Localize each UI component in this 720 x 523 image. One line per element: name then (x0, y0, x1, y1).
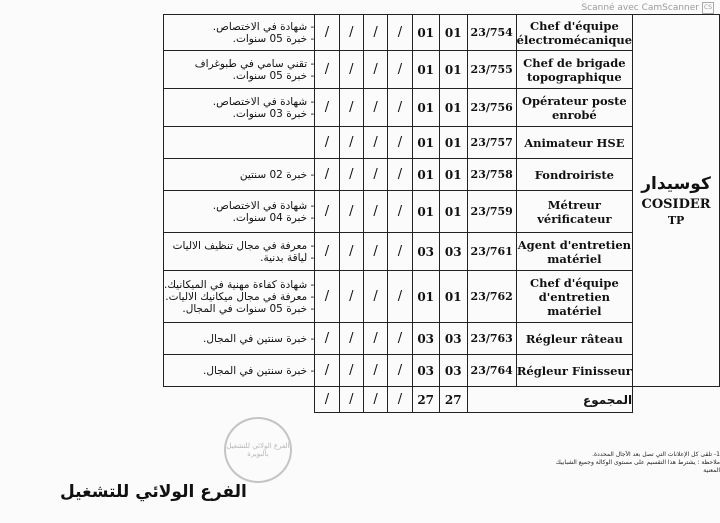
post-title-cell: Fondroiriste (516, 159, 632, 191)
requirement-item: - معرفة في مجال تنظيف الاليات (172, 239, 315, 252)
requirement-item: - خبرة 05 سنوات في المجال. (182, 302, 315, 315)
quantity-cell-1: 03 (439, 355, 467, 387)
quantity-cell-2: 03 (412, 323, 439, 355)
slash-cell: / (388, 15, 412, 51)
slash-cell: / (363, 271, 387, 323)
requirements-cell (164, 355, 315, 387)
post-title-cell: Chef de brigade topographique (516, 51, 632, 89)
post-title-cell: Régleur râteau (516, 323, 632, 355)
slash-cell: / (339, 191, 363, 233)
requirements-cell (164, 233, 315, 271)
slash-cell: / (363, 127, 387, 159)
slash-cell: / (363, 15, 387, 51)
quantity-cell-2: 01 (412, 271, 439, 323)
offer-code-cell: 23/759 (467, 191, 516, 233)
quantity-cell-2: 01 (412, 89, 439, 127)
quantity-cell-2: 01 (412, 127, 439, 159)
requirement-item: - تقني سامي في طبوغراف (194, 57, 315, 70)
slash-cell: / (363, 89, 387, 127)
requirements-cell (164, 127, 315, 159)
total-row (164, 387, 720, 413)
quantity-cell-1: 01 (439, 127, 467, 159)
slash-cell: / (363, 191, 387, 233)
quantity-cell-2: 01 (412, 191, 439, 233)
table-row (164, 15, 720, 51)
total-quantity-1: 27 (439, 387, 467, 413)
offer-code-cell: 23/762 (467, 271, 516, 323)
offer-code-cell: 23/757 (467, 127, 516, 159)
company-cell (633, 15, 720, 387)
company-name-sub: TP (667, 214, 685, 227)
offer-code-cell: 23/764 (467, 355, 516, 387)
slash-cell: / (315, 159, 339, 191)
requirement-item: - خبرة 05 سنوات. (232, 32, 315, 45)
slash-cell: / (339, 127, 363, 159)
slash-cell: / (388, 89, 412, 127)
post-title-cell: Chef d'équipe électromécanique (516, 15, 632, 51)
post-title-cell: Opérateur poste enrobé (516, 89, 632, 127)
post-title-cell: Animateur HSE (516, 127, 632, 159)
slash-cell: / (388, 51, 412, 89)
slash-cell: / (315, 323, 339, 355)
post-title-cell: Régleur Finisseur (516, 355, 632, 387)
slash-cell: / (363, 51, 387, 89)
company-name-latin: COSIDER (641, 197, 711, 212)
slash-cell: / (315, 355, 339, 387)
slash-cell: / (339, 233, 363, 271)
slash-cell: / (315, 51, 339, 89)
slash-cell: / (388, 323, 412, 355)
slash-cell: / (339, 355, 363, 387)
slash-cell: / (388, 233, 412, 271)
quantity-cell-1: 01 (439, 271, 467, 323)
slash-cell: / (388, 355, 412, 387)
requirements-cell (164, 159, 315, 191)
slash-cell: / (363, 159, 387, 191)
requirement-item: - شهادة في الاختصاص. (212, 199, 315, 212)
quantity-cell-2: 01 (412, 51, 439, 89)
slash-cell: / (315, 191, 339, 233)
official-seal: الفرع الولائي للتشغيل بالبويرة (224, 417, 292, 483)
slash-cell: / (339, 15, 363, 51)
total-quantity-2: 27 (412, 387, 439, 413)
camscanner-watermark: Scanné avec CamScanner CS (581, 3, 712, 13)
quantity-cell-1: 03 (439, 233, 467, 271)
requirement-item: - شهادة كفاءة مهنية في الميكانيك. (164, 278, 315, 291)
requirement-item: - خبرة 03 سنوات. (232, 107, 315, 120)
slash-cell: / (339, 271, 363, 323)
requirements-cell (164, 89, 315, 127)
post-title-cell: Chef d'équipe d'entretien matériel (516, 271, 632, 323)
slash-cell: / (388, 127, 412, 159)
footnotes (545, 451, 720, 475)
slash-cell: / (315, 15, 339, 51)
offer-code-cell: 23/763 (467, 323, 516, 355)
requirement-item: - خبرة سنتين في المجال. (202, 332, 315, 345)
total-blank-cell (164, 387, 315, 413)
slash-cell: / (339, 51, 363, 89)
slash-cell: / (363, 233, 387, 271)
requirement-item: - شهادة في الاختصاص. (212, 95, 315, 108)
slash-cell: / (339, 89, 363, 127)
camscanner-logo-icon: CS (702, 2, 714, 14)
slash-cell: / (339, 387, 363, 413)
slash-cell: / (315, 387, 339, 413)
requirement-item: - خبرة 02 سنتين (239, 168, 315, 181)
slash-cell: / (388, 191, 412, 233)
offer-code-cell: 23/754 (467, 15, 516, 51)
requirement-item: - خبرة 04 سنوات. (232, 211, 315, 224)
total-blank-end (633, 387, 720, 413)
quantity-cell-2: 01 (412, 15, 439, 51)
slash-cell: / (388, 387, 412, 413)
quantity-cell-2: 01 (412, 159, 439, 191)
slash-cell: / (363, 355, 387, 387)
quantity-cell-1: 03 (439, 323, 467, 355)
offer-code-cell: 23/755 (467, 51, 516, 89)
footnote-2: ملاحظة : يشترط هذا التقسيم على مستوى الوكالة وجميع الشبابيك المعنية (555, 459, 720, 474)
post-title-cell: Métreur vérificateur (516, 191, 632, 233)
requirement-item: - شهادة في الاختصاص. (212, 20, 315, 33)
slash-cell: / (388, 271, 412, 323)
slash-cell: / (363, 387, 387, 413)
slash-cell: / (388, 159, 412, 191)
offer-code-cell: 23/758 (467, 159, 516, 191)
requirements-cell (164, 15, 315, 51)
slash-cell: / (315, 127, 339, 159)
requirements-cell (164, 323, 315, 355)
slash-cell: / (339, 159, 363, 191)
slash-cell: / (315, 271, 339, 323)
quantity-cell-2: 03 (412, 355, 439, 387)
requirement-item: - خبرة 05 سنوات. (232, 69, 315, 82)
requirement-item: - معرفة في مجال ميكانيك الاليات. (165, 290, 315, 303)
slash-cell: / (363, 323, 387, 355)
requirements-cell (164, 191, 315, 233)
quantity-cell-1: 01 (439, 191, 467, 233)
offer-code-cell: 23/756 (467, 89, 516, 127)
quantity-cell-1: 01 (439, 89, 467, 127)
requirements-cell (164, 51, 315, 89)
slash-cell: / (315, 89, 339, 127)
offer-code-cell: 23/761 (467, 233, 516, 271)
company-name-arabic: كوسيدار (641, 174, 711, 194)
quantity-cell-1: 01 (439, 15, 467, 51)
quantity-cell-1: 01 (439, 51, 467, 89)
footnote-1: 1- تلقى كل الإعلانات التي تصل بعد الآجال المحددة. (592, 451, 720, 458)
requirements-cell (164, 271, 315, 323)
requirement-item: - خبرة سنتين في المجال. (202, 364, 315, 377)
post-title-cell: Agent d'entretien matériel (516, 233, 632, 271)
job-offers-table (163, 14, 720, 413)
slash-cell: / (339, 323, 363, 355)
quantity-cell-1: 01 (439, 159, 467, 191)
slash-cell: / (315, 233, 339, 271)
quantity-cell-2: 03 (412, 233, 439, 271)
signature-block: الفرع الولائي للتشغيل (60, 482, 247, 502)
requirement-item: - لياقة بدنية. (260, 251, 315, 264)
total-label: المجموع (467, 387, 632, 413)
